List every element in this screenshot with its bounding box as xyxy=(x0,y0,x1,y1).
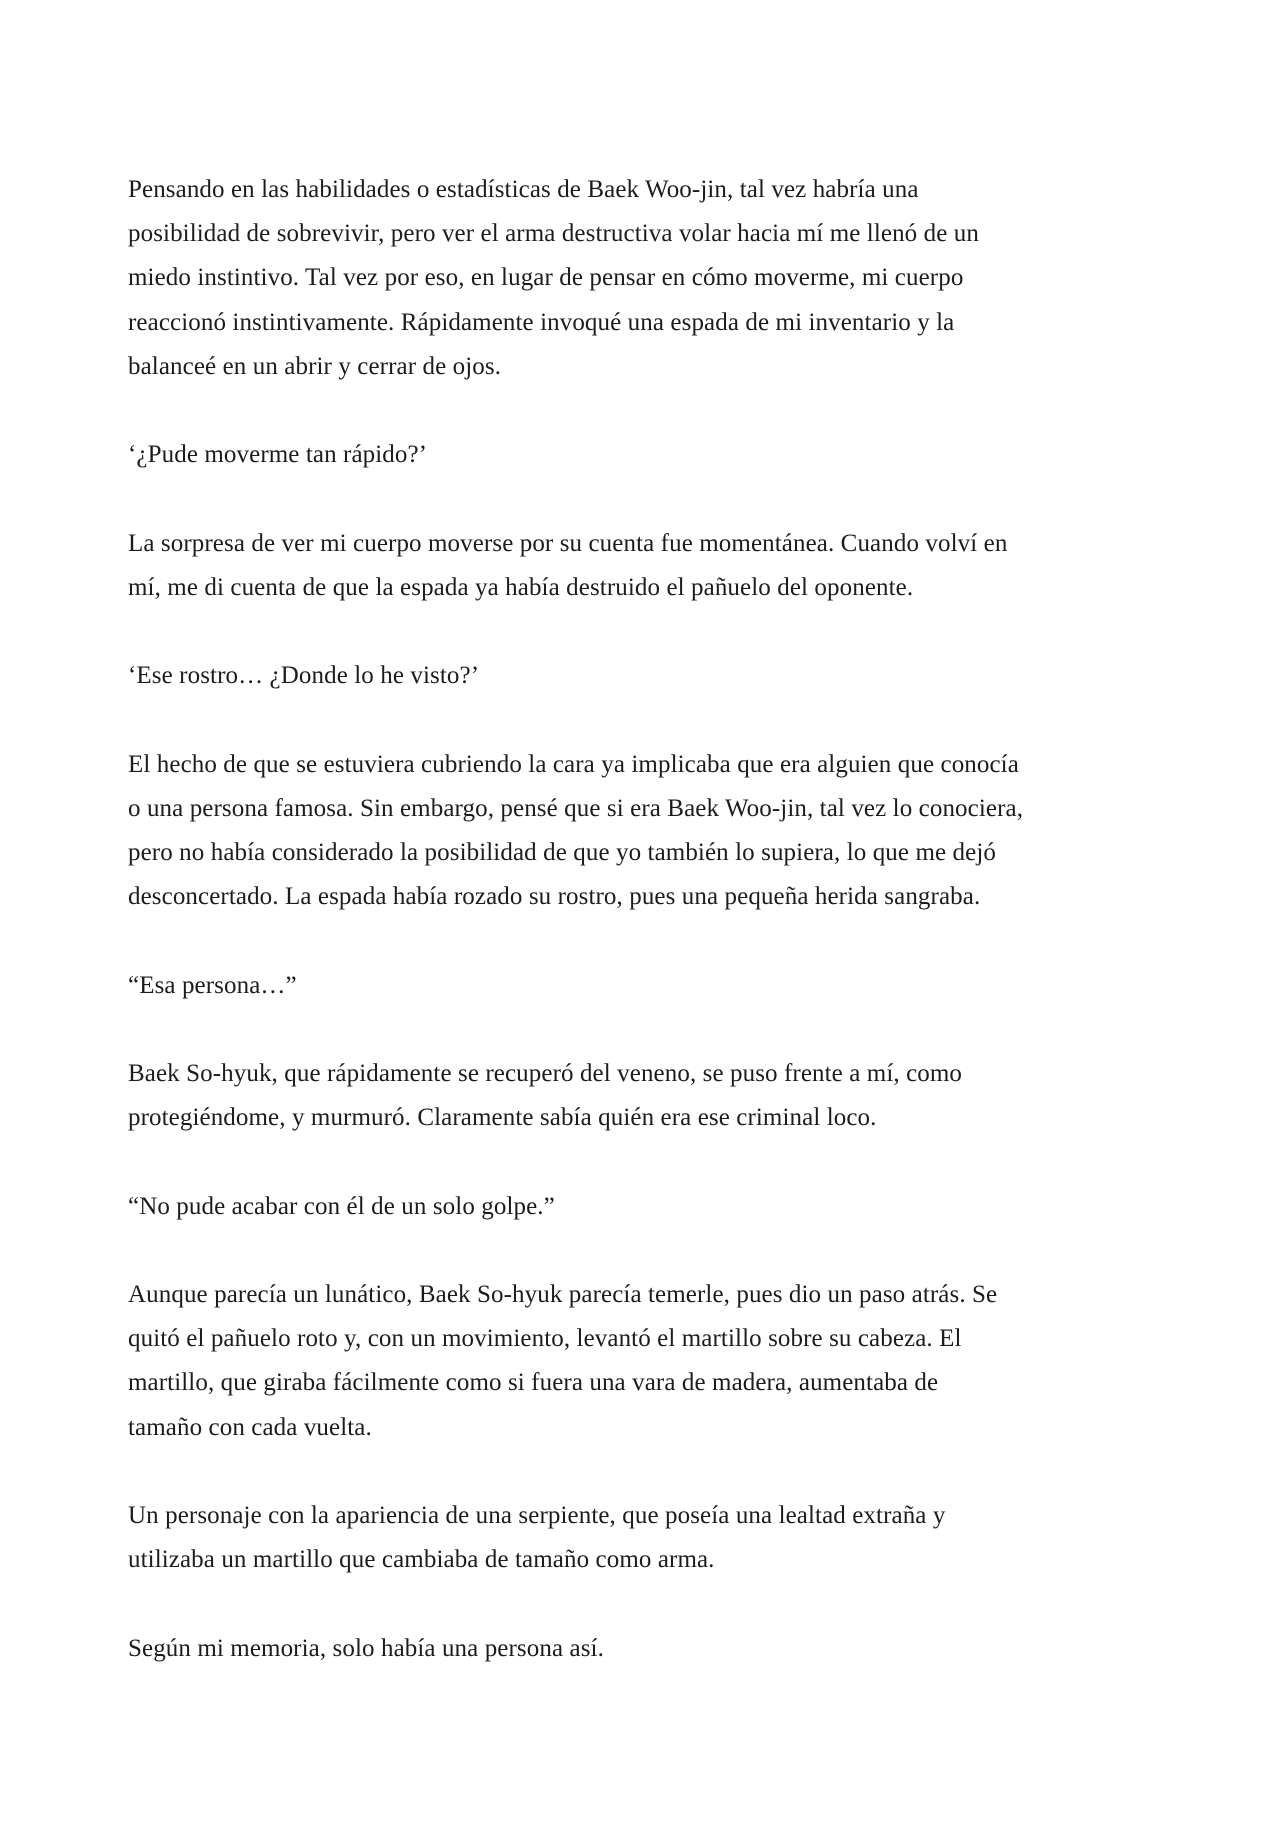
document-body xyxy=(128,168,1168,1715)
text-line: El hecho de que se estuviera cubriendo la cara ya implicaba que era alguien que conocía xyxy=(128,750,1019,778)
text-line: mí, me di cuenta de que la espada ya había destruido el pañuelo del oponente. xyxy=(128,573,914,601)
text-line: ‘¿Pude moverme tan rápido?’ xyxy=(128,441,428,469)
text-line: posibilidad de sobrevivir, pero ver el arma destructiva volar hacia mí me llenó de un xyxy=(128,220,979,248)
paragraph xyxy=(128,1052,1168,1140)
text-line: martillo, que giraba fácilmente como si fuera una vara de madera, aumentaba de xyxy=(128,1369,939,1397)
text-line: “No pude acabar con él de un solo golpe.” xyxy=(128,1192,555,1220)
paragraph xyxy=(128,743,1168,920)
dialogue xyxy=(128,1185,1168,1229)
paragraph xyxy=(128,168,1168,389)
text-line: ‘Ese rostro… ¿Donde lo he visto?’ xyxy=(128,662,480,690)
paragraph xyxy=(128,1627,1168,1671)
inner-thought xyxy=(128,654,1168,698)
inner-thought xyxy=(128,433,1168,477)
text-line: Aunque parecía un lunático, Baek So-hyuk parecía temerle, pues dio un paso atrás. Se xyxy=(128,1280,998,1308)
text-line: tamaño con cada vuelta. xyxy=(128,1413,372,1441)
paragraph xyxy=(128,1494,1168,1582)
text-line: o una persona famosa. Sin embargo, pensé que si era Baek Woo-jin, tal vez lo conociera, xyxy=(128,794,1024,822)
text-line: balanceé en un abrir y cerrar de ojos. xyxy=(128,352,502,380)
text-line: miedo instintivo. Tal vez por eso, en lugar de pensar en cómo moverme, mi cuerpo xyxy=(128,264,964,292)
text-line: quitó el pañuelo roto y, con un movimiento, levantó el martillo sobre su cabeza. El xyxy=(128,1325,962,1353)
text-line: utilizaba un martillo que cambiaba de tamaño como arma. xyxy=(128,1546,715,1574)
text-line: protegiéndome, y murmuró. Claramente sabía quién era ese criminal loco. xyxy=(128,1104,877,1132)
text-line: “Esa persona…” xyxy=(128,971,297,999)
dialogue xyxy=(128,964,1168,1008)
text-line: desconcertado. La espada había rozado su rostro, pues una pequeña herida sangraba. xyxy=(128,883,981,911)
paragraph xyxy=(128,522,1168,610)
paragraph xyxy=(128,1273,1168,1450)
text-line: pero no había considerado la posibilidad de que yo también lo supiera, lo que me dejó xyxy=(128,838,996,866)
text-line: Pensando en las habilidades o estadísticas de Baek Woo-jin, tal vez habría una xyxy=(128,176,919,203)
text-line: reaccionó instintivamente. Rápidamente invoqué una espada de mi inventario y la xyxy=(128,308,955,336)
text-line: La sorpresa de ver mi cuerpo moverse por su cuenta fue momentánea. Cuando volví en xyxy=(128,529,1008,557)
text-line: Según mi memoria, solo había una persona así. xyxy=(128,1634,604,1662)
text-line: Baek So-hyuk, que rápidamente se recuperó del veneno, se puso frente a mí, como xyxy=(128,1059,963,1087)
text-line: Un personaje con la apariencia de una serpiente, que poseía una lealtad extraña y xyxy=(128,1501,946,1529)
